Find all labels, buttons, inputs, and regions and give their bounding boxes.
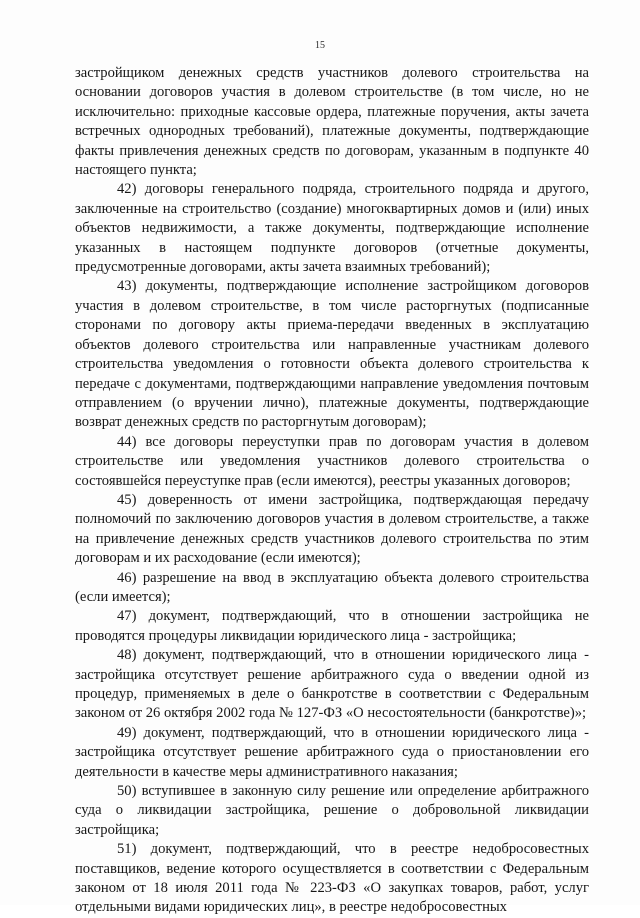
paragraph-item-44: 44) все договоры переуступки прав по договорам участия в долевом строительстве или уведомления участников долевого строительства о состоявшейся переуступке прав (если имеются), реестры указанных договоров; (75, 433, 589, 489)
page-number: 15 (315, 40, 325, 51)
paragraph-item-51: 51) документ, подтверждающий, что в реестре недобросовестных поставщиков, ведение которого осуществляется в соответствии с Федеральным законом от 18 июля 2011 года № 223-ФЗ «О закупках товаров, работ, услуг отдельными видами юридических лиц», в реестре недобросовестных (75, 841, 589, 916)
paragraph-continuation: застройщиком денежных средств участников долевого строительства на основании договоров участия в долевом строительстве (в том числе, но не исключительно: приходные кассовые ордера, платежные поручения, акты зачета встречных однородных требований), платежные документы, подтверждающие факты привлечения денежных средств по договорам, указанным в подпункте 40 настоящего пункта; (75, 65, 589, 179)
paragraph-item-50: 50) вступившее в законную силу решение или определение арбитражного суда о ликвидации застройщика, решение о добровольной ликвидации застройщика; (75, 783, 589, 838)
paragraph-item-43: 43) документы, подтверждающие исполнение застройщиком договоров участия в долевом строительстве, в том числе расторгнутых (подписанные сторонами по договору акты приема-передачи введенных в эксплуатацию объектов долевого строительства или направленные участникам долевого строительства уведомления о готовности объекта долевого строительства к передаче с документами, подтверждающими направление уведомления почтовым отправлением (о вручении лично), платежные документы, подтверждающие возврат денежных средств по расторгнутым договорам); (75, 278, 589, 431)
paragraph-item-46: 46) разрешение на ввод в эксплуатацию объекта долевого строительства (если имеется); (75, 569, 589, 605)
paragraph-item-45: 45) доверенность от имени застройщика, подтверждающая передачу полномочий по заключению договоров участия в долевом строительстве, а также на привлечение денежных средств участников долевого строительства по этим договорам и их расходование (если имеются); (75, 491, 589, 567)
paragraph-item-48: 48) документ, подтверждающий, что в отношении юридического лица - застройщика отсутствует решение арбитражного суда о введении одной из процедур, применяемых в деле о банкротстве в соответствии с Федеральным законом от 26 октября 2002 года № 127-ФЗ «О несостоятельности (банкротстве)»; (75, 647, 589, 722)
paragraph-item-47: 47) документ, подтверждающий, что в отношении застройщика не проводятся процедуры ликвидации юридического лица - застройщика; (75, 608, 589, 644)
paragraph-item-42: 42) договоры генерального подряда, строительного подряда и другого, заключенные на строительство (создание) многоквартирных домов и (или) иных объектов недвижимости, а также документы, подтверждающие исполнение указанных в настоящем подпункте договоров (отчетные документы, предусмотренные договорами, акты зачета взаимных требований); (75, 181, 589, 276)
document-body (75, 64, 589, 918)
paragraph-item-49: 49) документ, подтверждающий, что в отношении юридического лица - застройщика отсутствует решение арбитражного суда о приостановлении его деятельности в качестве меры административного наказания; (75, 724, 589, 780)
